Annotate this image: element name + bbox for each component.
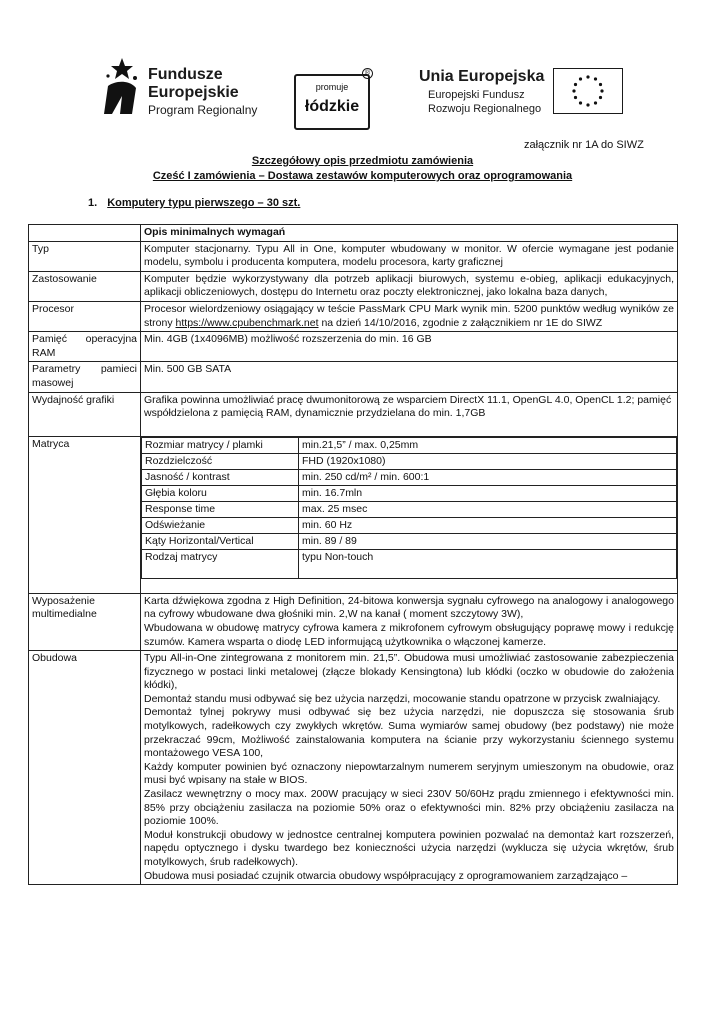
registered-mark-icon: ® (362, 68, 373, 79)
row-value-grafika (141, 392, 678, 436)
row-value-zastosowanie: Komputer będzie wykorzystywany dla potrzeb aplikacji biurowych, systemu e-obieg, aplikacji edukacyjnych, aplikacji obliczeniowych, dostępu do Internetu oraz poczty elektronicznej, jako lokalna baza danych, (141, 271, 678, 301)
row-value-procesor (141, 301, 678, 331)
row-label-multimedia: Wyposażenie multimedialne (29, 593, 141, 650)
eu-flag-icon (553, 68, 623, 114)
matrix-value: min. 250 cd/m² / min. 600:1 (299, 469, 677, 485)
matrix-row (142, 501, 677, 517)
matrix-row (142, 485, 677, 501)
row-label-typ: Typ (29, 241, 141, 271)
multimedia-camera: Wbudowana w obudowę matrycy cyfrowa kamera z mikrofonem cyfrowym obsługujący poprawę mowy i redukcję szumów. Kamera wsparta o diodę LED informującą użytkownika o włączonej kamerze. (144, 621, 674, 648)
table-row (29, 651, 678, 885)
table-row (29, 436, 678, 593)
matrix-table (141, 437, 677, 579)
obudowa-p6: Moduł konstrukcji obudowy w jednostce centralnej komputera powinien pozwalać na demontaż kart rozszerzeń, napędu optycznego i dysku twardego bez konieczności użycia narzędzi (wyklucza się użycia wkrętów, śrub motylkowych, śrub radełkowych). (144, 828, 674, 868)
procesor-text-b: na dzień 14/10/2016, zgodnie z załącznikiem nr 1E do SIWZ (321, 316, 603, 329)
matrix-row (142, 517, 677, 533)
row-value-multimedia (141, 593, 678, 650)
row-label-pamiec-masowa: Parametry pamieci masowej (29, 362, 141, 392)
fundusze-europejskie-logo-icon (102, 56, 142, 116)
ue-sub1: Europejski Fundusz (428, 89, 525, 101)
matrix-row (142, 533, 677, 549)
fe-line1: Fundusze (148, 66, 223, 83)
table-header-row (29, 225, 678, 242)
obudowa-p5: Zasilacz wewnętrzny o mocy max. 200W pracujący w sieci 230V 50/60Hz prądu zmiennego i efektywności min. 85% przy obciążeniu zasilacza na poziomie 50% oraz o efektywności min. 82% przy obciążeniu zasilacza na poziomie 100%. (144, 788, 674, 828)
matrix-row (142, 437, 677, 453)
section-heading (88, 197, 300, 209)
section-number: 1. (88, 197, 98, 209)
table-row (29, 301, 678, 331)
multimedia-audio: Karta dźwiękowa zgodna z High Definition, 24-bitowa konwersja sygnału cyfrowego na analogowy i analogowego na cyfrowy wbudowane dwa głośniki min. 2,W na kanał ( moment szczytowy 3W), (144, 594, 674, 621)
procesor-text-a: Procesor wielordzeniowy osiągający w teście PassMark CPU Mark wynik min. 5200 punktów według wyników ze strony (144, 302, 674, 329)
matrix-value: min.21,5” / max. 0,25mm (299, 437, 677, 453)
obudowa-p4: Każdy komputer powinien być oznaczony niepowtarzalnym numerem seryjnym umieszonym na obudowie, oraz musi być wpisany na stałe w BIOS. (144, 760, 674, 787)
matrix-key: Rozdzielczość (142, 453, 299, 469)
matrix-value: min. 60 Hz (299, 517, 677, 533)
matrix-value: typu Non-touch (299, 549, 677, 578)
section-title: Komputery typu pierwszego – 30 szt. (107, 197, 301, 209)
matrix-key: Rodzaj matrycy (142, 549, 299, 578)
matrix-key: Rozmiar matrycy / plamki (142, 437, 299, 453)
matrix-value: min. 16.7mln (299, 485, 677, 501)
matrix-value: max. 25 msec (299, 501, 677, 517)
obudowa-p1: Typu All-in-One zintegrowana z monitorem min. 21,5”. Obudowa musi umożliwiać zastosowanie zabezpieczenia fizycznego w postaci linki metalowej (złącze blokady Kensingtona) lub kłódki (oczko w obudowie do założenia kłódki), (144, 652, 674, 692)
document-title: Szczegółowy opis przedmiotu zamówienia (251, 155, 474, 167)
row-value-matryca (141, 436, 678, 593)
table-row (29, 332, 678, 362)
row-label-obudowa: Obudowa (29, 651, 141, 885)
row-value-obudowa (141, 651, 678, 885)
matrix-key: Kąty Horizontal/Vertical (142, 533, 299, 549)
table-header: Opis minimalnych wymagań (141, 225, 678, 242)
table-row (29, 593, 678, 650)
matrix-row (142, 469, 677, 485)
fundusze-logo-text (148, 66, 239, 102)
ue-title: Unia Europejska (419, 68, 545, 85)
row-label-ram: Pamięć operacyjna RAM (29, 332, 141, 362)
spacer (141, 579, 677, 593)
matrix-value: FHD (1920x1080) (299, 453, 677, 469)
obudowa-p3: Demontaż tylnej pokrywy musi odbywać się bez użycia narzędzi, nie dopuszcza się stosowania śrub motylkowych, radełkowych czy zwykłych wkrętów. Suma wymiarów samej obudowy (bez podstawy) nie może przekraczać 99cm, Możliwość zainstalowania komputera na ścianie przy wykorzystaniu ściennego systemu montażowego VESA 100, (144, 706, 674, 760)
obudowa-p7: Obudowa musi posiadać czujnik otwarcia obudowy współpracujący z oprogramowaniem zarządzająco – (144, 869, 628, 882)
matrix-row (142, 453, 677, 469)
row-label-zastosowanie: Zastosowanie (29, 271, 141, 301)
row-value-pamiec-masowa: Min. 500 GB SATA (141, 362, 678, 392)
matrix-key: Głębia koloru (142, 485, 299, 501)
table-row (29, 241, 678, 271)
ue-sub2: Rozwoju Regionalnego (428, 103, 542, 115)
obudowa-p2: Demontaż standu musi odbywać się bez użycia narzędzi, mocowanie standu opatrzone w przycisk zwalniający. (144, 692, 661, 705)
matrix-key: Response time (142, 501, 299, 517)
matrix-key: Jasność / kontrast (142, 469, 299, 485)
lodzkie-logo (294, 74, 370, 130)
grafika-text: Grafika powinna umożliwiać pracę dwumonitorową ze wsparciem DirectX 11.1, OpenGL 4.0, OpenCL 1.2; pamięć współdzielona z pamięcią RAM, dynamicznie przydzielana do min. 1,7GB (144, 393, 672, 420)
row-label-procesor: Procesor (29, 301, 141, 331)
fe-program-regionalny: Program Regionalny (148, 103, 258, 117)
row-label-matryca: Matryca (29, 436, 141, 593)
table-row (29, 392, 678, 436)
row-value-typ: Komputer stacjonarny. Typu All in One, komputer wbudowany w monitor. W ofercie wymagane jest podanie modelu, symbolu i producenta komputera, modelu procesora, karty graficznej (141, 241, 678, 271)
spacer (144, 421, 674, 435)
matrix-key: Odświeżanie (142, 517, 299, 533)
ue-subtitle (428, 88, 541, 116)
row-label-grafika: Wydajność grafiki (29, 392, 141, 436)
table-row (29, 271, 678, 301)
table-row (29, 362, 678, 392)
document-subtitle: Cześć I zamówienia – Dostawa zestawów komputerowych oraz oprogramowania (152, 170, 573, 182)
header-logos (0, 52, 725, 132)
table-cell (29, 225, 141, 242)
specification-table (28, 224, 678, 885)
lodzkie-promuje: promuje (315, 82, 349, 92)
fe-line2: Europejskie (148, 84, 239, 101)
matrix-row (142, 549, 677, 578)
cpubenchmark-link[interactable]: https://www.cpubenchmark.net (175, 316, 319, 329)
matrix-value: min. 89 / 89 (299, 533, 677, 549)
lodzkie-name: łódzkie (304, 98, 360, 115)
row-value-ram: Min. 4GB (1x4096MB) możliwość rozszerzenia do min. 16 GB (141, 332, 678, 362)
attachment-reference: załącznik nr 1A do SIWZ (524, 139, 644, 151)
